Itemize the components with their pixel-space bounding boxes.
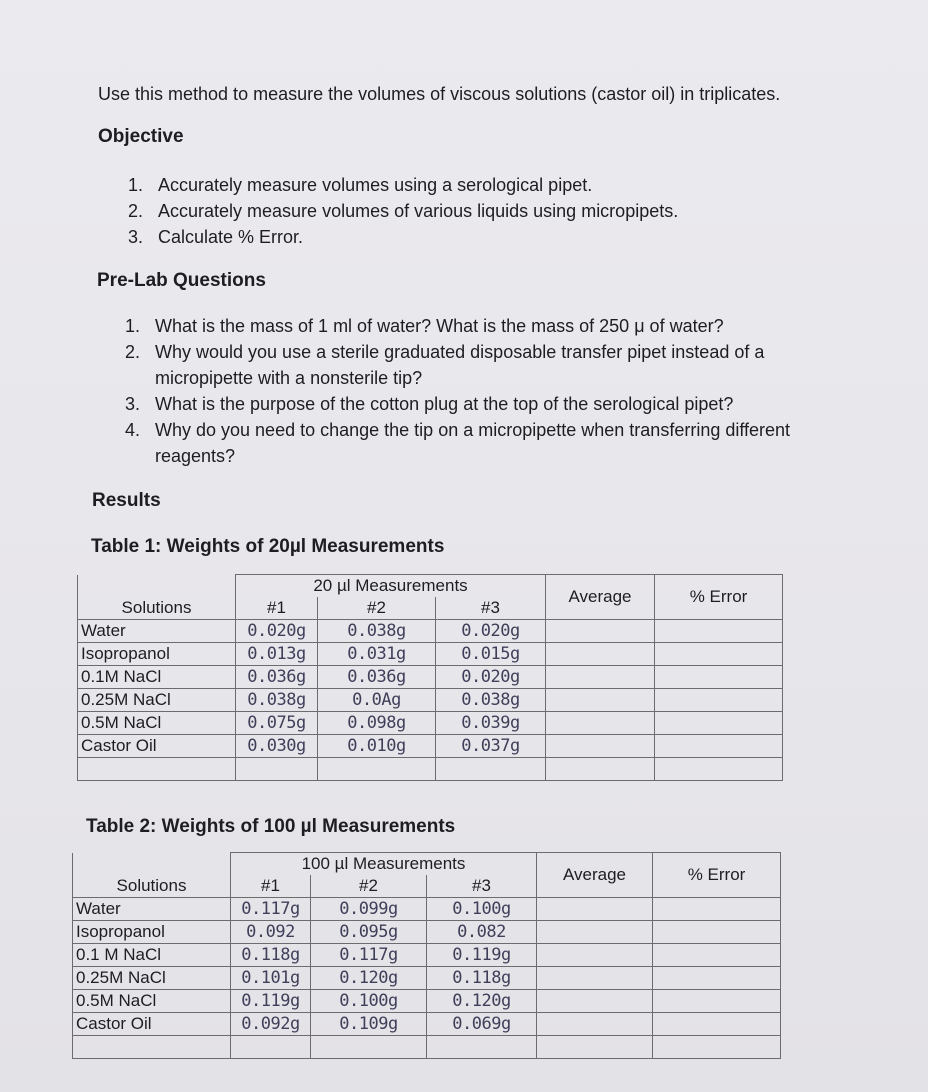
solution-cell: Isopropanol — [73, 921, 231, 944]
solution-cell: Castor Oil — [78, 735, 236, 758]
measurement-cell: 0.092g — [231, 1013, 311, 1036]
table1-col-2: #2 — [318, 597, 436, 620]
solution-cell: 0.5M NaCl — [73, 990, 231, 1013]
average-cell — [537, 944, 653, 967]
table2-col-3: #3 — [427, 875, 537, 898]
table2-title: Table 2: Weights of 100 µl Measurements — [86, 816, 456, 837]
average-cell — [546, 620, 655, 643]
item-text: What is the purpose of the cotton plug at the top of the serological pipet? — [155, 394, 734, 414]
solution-cell: Water — [73, 898, 231, 921]
table-row — [73, 1036, 781, 1059]
measurement-cell: 0.030g — [236, 735, 318, 758]
table-row — [78, 689, 783, 712]
objective-item — [128, 224, 848, 250]
prelab-item — [125, 391, 895, 417]
table1-average-header: Average — [546, 575, 655, 620]
solution-cell: 0.1 M NaCl — [73, 944, 231, 967]
measurement-cell: 0.109g — [311, 1013, 427, 1036]
table1-col-3: #3 — [436, 597, 546, 620]
average-cell — [537, 990, 653, 1013]
table-row — [78, 643, 783, 666]
measurement-cell: 0.038g — [236, 689, 318, 712]
average-cell — [537, 1013, 653, 1036]
error-cell — [655, 689, 783, 712]
solution-cell: 0.25M NaCl — [73, 967, 231, 990]
measurement-cell: 0.036g — [318, 666, 436, 689]
measurement-cell: 0.038g — [318, 620, 436, 643]
measurement-cell: 0.092 — [231, 921, 311, 944]
table-row — [78, 666, 783, 689]
measurement-cell: 0.118g — [231, 944, 311, 967]
table1-title: Table 1: Weights of 20µl Measurements — [91, 536, 445, 557]
item-number: 2. — [128, 201, 144, 221]
objective-heading: Objective — [98, 126, 184, 147]
measurement-cell: 0.100g — [427, 898, 537, 921]
item-number: 3. — [125, 394, 141, 414]
error-cell — [653, 898, 781, 921]
item-number: 1. — [128, 175, 144, 195]
average-cell — [546, 712, 655, 735]
measurement-cell: 0.037g — [436, 735, 546, 758]
item-number: 2. — [125, 342, 141, 362]
measurement-cell: 0.117g — [311, 944, 427, 967]
table2-col-2: #2 — [311, 875, 427, 898]
measurement-cell: 0.013g — [236, 643, 318, 666]
measurement-cell: 0.082 — [427, 921, 537, 944]
table1-measure-header: 20 µl Measurements — [236, 575, 546, 598]
measurement-cell: 0.119g — [427, 944, 537, 967]
measurement-cell: 0.075g — [236, 712, 318, 735]
solution-cell: Water — [78, 620, 236, 643]
measurement-cell: 0.069g — [427, 1013, 537, 1036]
measurement-cell: 0.039g — [436, 712, 546, 735]
measurement-cell: 0.120g — [427, 990, 537, 1013]
item-text: Calculate % Error. — [158, 227, 304, 247]
table2-col-1: #1 — [231, 875, 311, 898]
error-cell — [655, 735, 783, 758]
intro-text: Use this method to measure the volumes of viscous solutions (castor oil) in triplicates. — [98, 84, 781, 104]
measurement-cell: 0.117g — [231, 898, 311, 921]
measurement-cell: 0.100g — [311, 990, 427, 1013]
item-number: 1. — [125, 316, 141, 336]
item-text: Accurately measure volumes using a serological pipet. — [158, 175, 593, 195]
error-cell — [653, 1036, 781, 1059]
average-cell — [537, 1036, 653, 1059]
measurement-cell: 0.036g — [236, 666, 318, 689]
objective-item — [128, 172, 848, 198]
table1 — [77, 574, 783, 781]
measurement-cell: 0.118g — [427, 967, 537, 990]
table-row — [73, 921, 781, 944]
table-row — [78, 735, 783, 758]
prelab-item — [125, 339, 895, 391]
measurement-cell: 0.015g — [436, 643, 546, 666]
error-cell — [655, 643, 783, 666]
table-row — [78, 620, 783, 643]
measurement-cell: 0.0Ag — [318, 689, 436, 712]
table-row — [73, 944, 781, 967]
average-cell — [537, 921, 653, 944]
solution-cell: 0.25M NaCl — [78, 689, 236, 712]
table1-error-header: % Error — [655, 575, 783, 620]
table2-corner — [73, 853, 231, 876]
prelab-item — [125, 313, 895, 339]
measurement-cell: 0.020g — [436, 666, 546, 689]
measurement-cell: 0.120g — [311, 967, 427, 990]
average-cell — [546, 758, 655, 781]
table-row — [73, 898, 781, 921]
average-cell — [546, 643, 655, 666]
table-row — [73, 990, 781, 1013]
table-row — [73, 967, 781, 990]
item-text: Why would you use a sterile graduated disposable transfer pipet instead of a micropipette with a nonsterile tip? — [155, 342, 765, 388]
measurement-cell: 0.038g — [436, 689, 546, 712]
prelab-heading: Pre-Lab Questions — [97, 270, 266, 291]
table2-error-header: % Error — [653, 853, 781, 898]
average-cell — [546, 689, 655, 712]
measurement-cell: 0.020g — [436, 620, 546, 643]
error-cell — [653, 1013, 781, 1036]
table2-solutions-header: Solutions — [73, 875, 231, 898]
error-cell — [653, 944, 781, 967]
error-cell — [655, 712, 783, 735]
measurement-cell: 0.119g — [231, 990, 311, 1013]
table-row — [73, 1013, 781, 1036]
item-text: Accurately measure volumes of various liquids using micropipets. — [158, 201, 679, 221]
average-cell — [537, 967, 653, 990]
objective-list — [128, 172, 848, 250]
table1-col-1: #1 — [236, 597, 318, 620]
table2 — [72, 852, 781, 1059]
error-cell — [653, 967, 781, 990]
average-cell — [537, 898, 653, 921]
error-cell — [655, 620, 783, 643]
table1-solutions-header: Solutions — [78, 597, 236, 620]
measurement-cell: 0.095g — [311, 921, 427, 944]
measurement-cell: 0.101g — [231, 967, 311, 990]
solution-cell: Isopropanol — [78, 643, 236, 666]
measurement-cell: 0.098g — [318, 712, 436, 735]
item-text: Why do you need to change the tip on a micropipette when transferring different reagents? — [155, 420, 791, 466]
average-cell — [546, 735, 655, 758]
table1-corner — [78, 575, 236, 598]
prelab-list — [125, 313, 895, 469]
solution-cell: 0.5M NaCl — [78, 712, 236, 735]
measurement-cell: 0.099g — [311, 898, 427, 921]
item-number: 4. — [125, 420, 141, 440]
prelab-item — [125, 417, 895, 469]
measurement-cell: 0.020g — [236, 620, 318, 643]
error-cell — [653, 990, 781, 1013]
item-text: What is the mass of 1 ml of water? What is the mass of 250 μ of water? — [155, 316, 724, 336]
average-cell — [546, 666, 655, 689]
error-cell — [655, 666, 783, 689]
solution-cell: 0.1M NaCl — [78, 666, 236, 689]
table-row — [78, 758, 783, 781]
error-cell — [653, 921, 781, 944]
table-row — [78, 712, 783, 735]
measurement-cell: 0.010g — [318, 735, 436, 758]
results-heading: Results — [92, 490, 161, 511]
error-cell — [655, 758, 783, 781]
item-number: 3. — [128, 227, 144, 247]
table2-average-header: Average — [537, 853, 653, 898]
solution-cell: Castor Oil — [73, 1013, 231, 1036]
table2-measure-header: 100 µl Measurements — [231, 853, 537, 876]
objective-item — [128, 198, 848, 224]
measurement-cell: 0.031g — [318, 643, 436, 666]
